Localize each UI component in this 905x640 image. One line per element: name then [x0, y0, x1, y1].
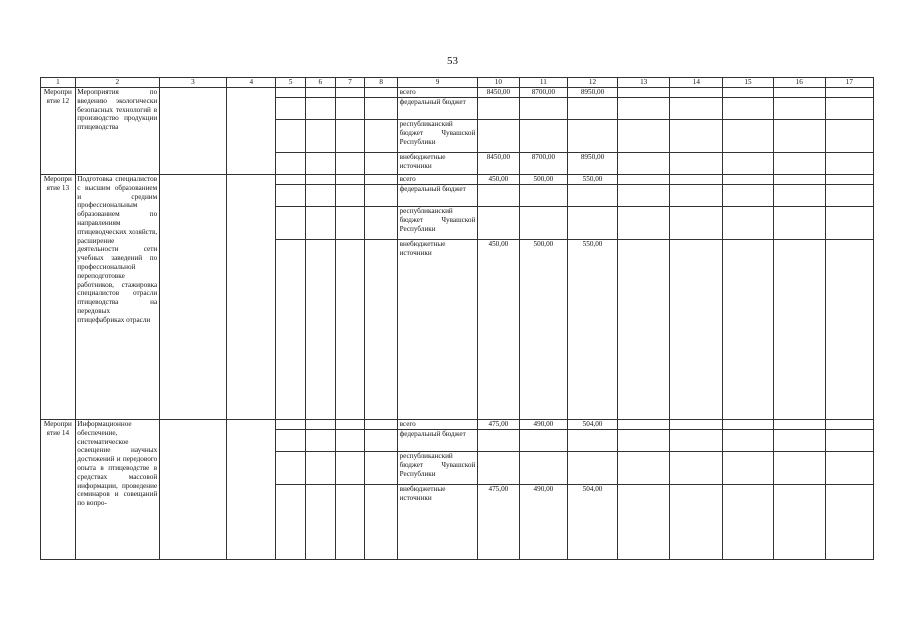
column-header: 16	[773, 78, 825, 88]
funding-source: федеральный бюджет	[398, 98, 478, 120]
empty-cell	[773, 485, 825, 560]
empty-cell	[365, 153, 398, 175]
empty-cell	[618, 88, 670, 98]
empty-cell	[365, 88, 398, 98]
empty-cell	[825, 430, 873, 452]
empty-cell	[618, 240, 670, 420]
empty-cell	[773, 153, 825, 175]
empty-cell	[825, 240, 873, 420]
amount-col10	[477, 430, 519, 452]
empty-cell	[670, 452, 723, 485]
empty-cell	[335, 120, 365, 153]
empty-cell	[276, 420, 306, 430]
empty-cell	[670, 175, 723, 185]
amount-col12	[567, 185, 617, 207]
program-events-table	[40, 77, 874, 560]
empty-cell	[618, 98, 670, 120]
amount-col12: 504,00	[567, 420, 617, 430]
empty-cell	[227, 175, 276, 420]
empty-cell	[618, 175, 670, 185]
funding-source: всего	[398, 175, 478, 185]
empty-cell	[306, 153, 336, 175]
empty-cell	[773, 207, 825, 240]
empty-cell	[670, 98, 723, 120]
amount-col11	[519, 452, 567, 485]
empty-cell	[773, 120, 825, 153]
amount-col10: 475,00	[477, 485, 519, 560]
empty-cell	[825, 153, 873, 175]
empty-cell	[618, 185, 670, 207]
empty-cell	[306, 420, 336, 430]
empty-cell	[365, 175, 398, 185]
empty-cell	[306, 120, 336, 153]
amount-col12	[567, 430, 617, 452]
table-row	[41, 175, 874, 185]
empty-cell	[618, 485, 670, 560]
empty-cell	[335, 207, 365, 240]
empty-cell	[723, 175, 773, 185]
empty-cell	[276, 430, 306, 452]
empty-cell	[723, 207, 773, 240]
amount-col11	[519, 207, 567, 240]
empty-cell	[670, 485, 723, 560]
empty-cell	[825, 485, 873, 560]
empty-cell	[670, 153, 723, 175]
empty-cell	[335, 98, 365, 120]
amount-col12: 8950,00	[567, 88, 617, 98]
column-header: 5	[276, 78, 306, 88]
empty-cell	[306, 430, 336, 452]
empty-cell	[825, 207, 873, 240]
empty-cell	[335, 430, 365, 452]
empty-cell	[306, 207, 336, 240]
amount-col10	[477, 452, 519, 485]
empty-cell	[773, 185, 825, 207]
empty-cell	[825, 98, 873, 120]
amount-col11: 490,00	[519, 420, 567, 430]
empty-cell	[306, 185, 336, 207]
amount-col10	[477, 120, 519, 153]
column-header: 15	[723, 78, 773, 88]
amount-col10	[477, 185, 519, 207]
empty-cell	[335, 88, 365, 98]
amount-col12: 504,00	[567, 485, 617, 560]
empty-cell	[723, 185, 773, 207]
funding-source: внебюджетные источники	[398, 240, 478, 420]
amount-col11: 490,00	[519, 485, 567, 560]
amount-col12	[567, 452, 617, 485]
empty-cell	[276, 485, 306, 560]
funding-source: федеральный бюджет	[398, 430, 478, 452]
empty-cell	[365, 207, 398, 240]
column-header: 4	[227, 78, 276, 88]
empty-cell	[723, 452, 773, 485]
empty-cell	[618, 153, 670, 175]
column-header: 10	[477, 78, 519, 88]
empty-cell	[306, 98, 336, 120]
empty-cell	[365, 452, 398, 485]
column-number-row	[41, 78, 874, 88]
empty-cell	[723, 485, 773, 560]
empty-cell	[227, 88, 276, 175]
column-header: 1	[41, 78, 76, 88]
empty-cell	[365, 420, 398, 430]
empty-cell	[618, 430, 670, 452]
empty-cell	[670, 88, 723, 98]
amount-col11	[519, 98, 567, 120]
empty-cell	[276, 185, 306, 207]
amount-col10	[477, 98, 519, 120]
amount-col11	[519, 120, 567, 153]
column-header: 14	[670, 78, 723, 88]
amount-col11: 500,00	[519, 175, 567, 185]
empty-cell	[670, 120, 723, 153]
empty-cell	[335, 485, 365, 560]
funding-source: внебюджетные источники	[398, 485, 478, 560]
empty-cell	[335, 240, 365, 420]
column-header: 3	[159, 78, 227, 88]
empty-cell	[335, 452, 365, 485]
empty-cell	[723, 153, 773, 175]
empty-cell	[825, 88, 873, 98]
amount-col12: 550,00	[567, 175, 617, 185]
empty-cell	[773, 240, 825, 420]
empty-cell	[773, 175, 825, 185]
empty-cell	[335, 420, 365, 430]
column-header: 11	[519, 78, 567, 88]
empty-cell	[723, 98, 773, 120]
column-header: 8	[365, 78, 398, 88]
empty-cell	[365, 430, 398, 452]
empty-cell	[276, 88, 306, 98]
empty-cell	[365, 98, 398, 120]
amount-col11	[519, 430, 567, 452]
empty-cell	[618, 452, 670, 485]
amount-col12: 8950,00	[567, 153, 617, 175]
column-header: 12	[567, 78, 617, 88]
amount-col12	[567, 120, 617, 153]
amount-col10: 8450,00	[477, 153, 519, 175]
empty-cell	[723, 88, 773, 98]
event-code: Мероприятие 14	[41, 420, 76, 560]
empty-cell	[365, 485, 398, 560]
empty-cell	[276, 98, 306, 120]
empty-cell	[365, 240, 398, 420]
empty-cell	[670, 207, 723, 240]
empty-cell	[618, 420, 670, 430]
empty-cell	[723, 430, 773, 452]
empty-cell	[618, 207, 670, 240]
event-description: Информационное обеспечение, систематическое освещение научных достижений и передового опыта в птицеводстве в средствах массовой информации, проведение семинаров и совещаний по вопро-	[75, 420, 159, 560]
empty-cell	[773, 452, 825, 485]
empty-cell	[276, 240, 306, 420]
empty-cell	[276, 120, 306, 153]
funding-source: республиканский бюджет Чувашской Республики	[398, 120, 478, 153]
amount-col10	[477, 207, 519, 240]
empty-cell	[365, 120, 398, 153]
amount-col10: 475,00	[477, 420, 519, 430]
funding-source: федеральный бюджет	[398, 185, 478, 207]
empty-cell	[335, 185, 365, 207]
empty-cell	[723, 240, 773, 420]
column-header: 9	[398, 78, 478, 88]
empty-cell	[306, 88, 336, 98]
column-header: 7	[335, 78, 365, 88]
amount-col10: 450,00	[477, 240, 519, 420]
empty-cell	[825, 175, 873, 185]
empty-cell	[159, 420, 227, 560]
empty-cell	[825, 452, 873, 485]
empty-cell	[335, 153, 365, 175]
empty-cell	[306, 240, 336, 420]
empty-cell	[723, 420, 773, 430]
empty-cell	[773, 420, 825, 430]
empty-cell	[159, 175, 227, 420]
empty-cell	[306, 175, 336, 185]
event-code: Мероприятие 13	[41, 175, 76, 420]
event-description: Мероприятия по введению экологически безопасных технологий в производство продукции птицеводства	[75, 88, 159, 175]
empty-cell	[773, 88, 825, 98]
empty-cell	[825, 120, 873, 153]
amount-col11	[519, 185, 567, 207]
amount-col11: 500,00	[519, 240, 567, 420]
column-header: 2	[75, 78, 159, 88]
empty-cell	[670, 185, 723, 207]
empty-cell	[670, 430, 723, 452]
empty-cell	[276, 175, 306, 185]
column-header: 13	[618, 78, 670, 88]
table-row	[41, 420, 874, 430]
empty-cell	[618, 120, 670, 153]
empty-cell	[306, 452, 336, 485]
amount-col10: 8450,00	[477, 88, 519, 98]
table-row	[41, 88, 874, 98]
funding-source: внебюджетные источники	[398, 153, 478, 175]
empty-cell	[159, 88, 227, 175]
empty-cell	[723, 120, 773, 153]
empty-cell	[825, 420, 873, 430]
funding-source: республиканский бюджет Чувашской Республики	[398, 207, 478, 240]
empty-cell	[227, 420, 276, 560]
page-number: 53	[447, 55, 458, 67]
empty-cell	[335, 175, 365, 185]
amount-col11: 8700,00	[519, 88, 567, 98]
column-header: 6	[306, 78, 336, 88]
funding-source: республиканский бюджет Чувашской Республики	[398, 452, 478, 485]
funding-source: всего	[398, 420, 478, 430]
empty-cell	[306, 485, 336, 560]
amount-col10: 450,00	[477, 175, 519, 185]
event-code: Мероприятие 12	[41, 88, 76, 175]
empty-cell	[773, 98, 825, 120]
event-description: Подготовка специалистов с высшим образованием и средним профессиональным образованием по направлениям птицеводческих хозяйств, расширение деятельности сети учебных заведений по профессиональной переподготовке работников, стажировка специалистов отрасли птицеводства на передовых птицефабриках отрасли	[75, 175, 159, 420]
amount-col12	[567, 207, 617, 240]
empty-cell	[365, 185, 398, 207]
empty-cell	[825, 185, 873, 207]
empty-cell	[670, 240, 723, 420]
amount-col11: 8700,00	[519, 153, 567, 175]
amount-col12: 550,00	[567, 240, 617, 420]
amount-col12	[567, 98, 617, 120]
empty-cell	[276, 207, 306, 240]
column-header: 17	[825, 78, 873, 88]
funding-source: всего	[398, 88, 478, 98]
empty-cell	[276, 452, 306, 485]
empty-cell	[670, 420, 723, 430]
empty-cell	[773, 430, 825, 452]
empty-cell	[276, 153, 306, 175]
